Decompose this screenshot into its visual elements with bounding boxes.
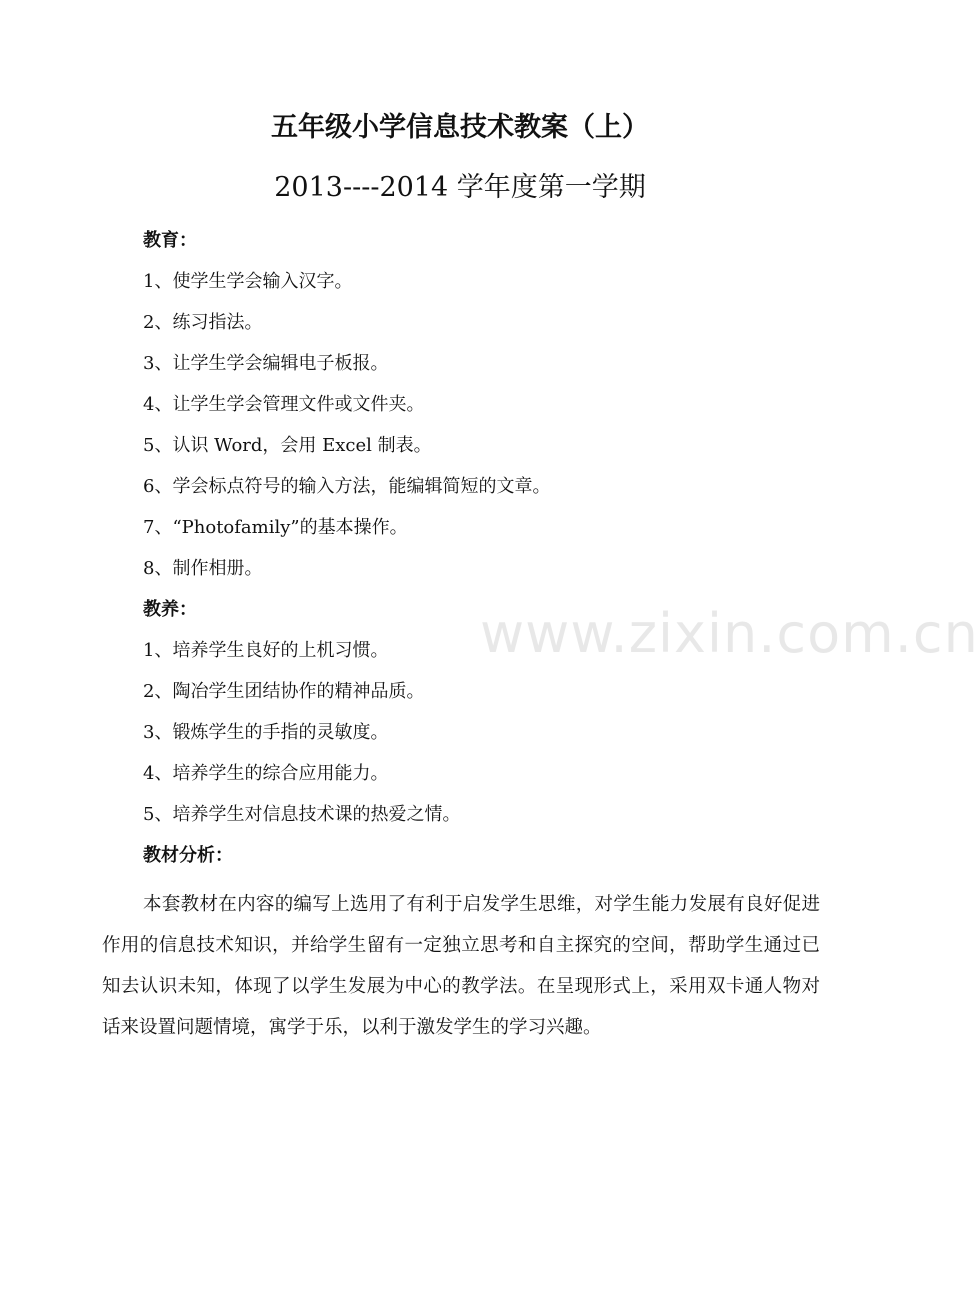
list-item: 3、锻炼学生的手指的灵敏度。 bbox=[143, 722, 389, 743]
list-item: 7、“Photofamily”的基本操作。 bbox=[143, 517, 408, 538]
list-item: 5、认识 Word，会用 Excel 制表。 bbox=[143, 435, 432, 456]
list-item: 6、学会标点符号的输入方法，能编辑简短的文章。 bbox=[143, 476, 551, 497]
document-subtitle: 2013----2014 学年度第一学期 bbox=[274, 172, 646, 203]
watermark: www.zixin.com.cn bbox=[480, 602, 979, 665]
list-item: 1、使学生学会输入汉字。 bbox=[143, 271, 353, 292]
list-item: 2、练习指法。 bbox=[143, 312, 263, 333]
material-analysis-paragraph: 本套教材在内容的编写上选用了有利于启发学生思维，对学生能力发展有良好促进作用的信息技术知识，并给学生留有一定独立思考和自主探究的空间，帮助学生通过已知去认识未知，体现了以学生发展为中心的教学法。在呈现形式上，采用双卡通人物对话来设置问题情境，寓学于乐，以利于激发学生的学习兴趣。 bbox=[102, 894, 820, 1038]
section-heading-material-analysis: 教材分析： bbox=[143, 845, 233, 866]
list-item: 8、制作相册。 bbox=[143, 558, 263, 579]
document-title: 五年级小学信息技术教案（上） bbox=[271, 112, 649, 143]
list-item: 3、让学生学会编辑电子板报。 bbox=[143, 353, 389, 374]
section-heading-cultivation: 教养： bbox=[143, 599, 197, 620]
list-item: 4、让学生学会管理文件或文件夹。 bbox=[143, 394, 425, 415]
list-item: 2、陶冶学生团结协作的精神品质。 bbox=[143, 681, 425, 702]
list-item: 5、培养学生对信息技术课的热爱之情。 bbox=[143, 804, 461, 825]
list-item: 1、培养学生良好的上机习惯。 bbox=[143, 640, 389, 661]
list-item: 4、培养学生的综合应用能力。 bbox=[143, 763, 389, 784]
section-heading-education: 教育： bbox=[143, 230, 197, 251]
